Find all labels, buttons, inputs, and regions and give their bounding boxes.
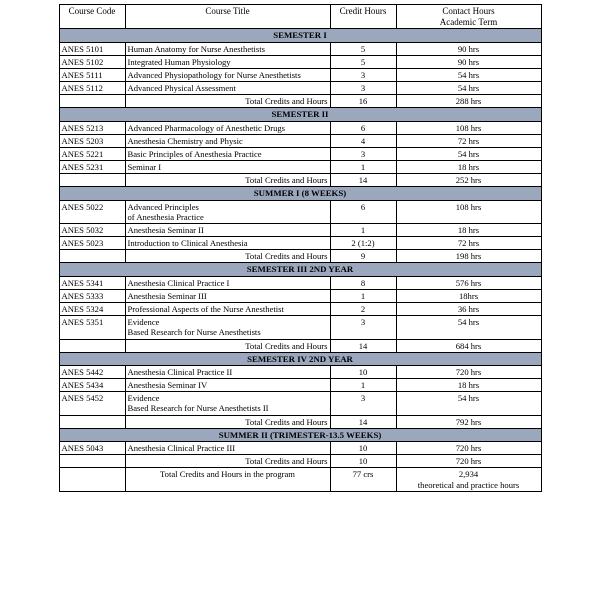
cell-contact-hours: 72 hrs: [396, 134, 541, 147]
cell-contact-hours: 90 hrs: [396, 42, 541, 55]
table-row: [59, 55, 541, 68]
cell-contact-hours: 90 hrs: [396, 55, 541, 68]
cell-credit-hours: 1: [330, 289, 396, 302]
section-header-row: [59, 187, 541, 200]
cell-course-code: ANES 5043: [59, 442, 125, 455]
section-totals-row: [59, 415, 541, 428]
section-totals-row: [59, 339, 541, 352]
cell-course-title: Anesthesia Clinical Practice II: [125, 366, 330, 379]
table-row: [59, 289, 541, 302]
cell-course-title: Anesthesia Clinical Practice III: [125, 442, 330, 455]
section-totals-row: [59, 250, 541, 263]
totals-contact-hours: 288 hrs: [396, 95, 541, 108]
totals-credit-hours: 9: [330, 250, 396, 263]
cell-blank: [59, 339, 125, 352]
table-row: [59, 42, 541, 55]
table-row: [59, 68, 541, 81]
table-row: [59, 82, 541, 95]
cell-contact-hours: 108 hrs: [396, 121, 541, 134]
totals-contact-hours: 792 hrs: [396, 415, 541, 428]
cell-course-title: Evidence Based Research for Nurse Anesthetists: [125, 316, 330, 339]
table-row: [59, 392, 541, 415]
cell-course-title: Anesthesia Clinical Practice I: [125, 276, 330, 289]
table-row: [59, 366, 541, 379]
cell-credit-hours: 5: [330, 42, 396, 55]
section-title: SEMESTER I: [59, 29, 541, 42]
grand-total-credits: 77 crs: [330, 468, 396, 491]
cell-course-title: Professional Aspects of the Nurse Anesthetist: [125, 303, 330, 316]
table-row: [59, 379, 541, 392]
cell-contact-hours: 18hrs: [396, 289, 541, 302]
cell-course-title: Advanced Principles of Anesthesia Practice: [125, 200, 330, 223]
cell-course-code: ANES 5032: [59, 224, 125, 237]
table-row: [59, 224, 541, 237]
cell-contact-hours: 54 hrs: [396, 147, 541, 160]
section-title: SEMESTER IV 2ND YEAR: [59, 352, 541, 365]
section-header-row: [59, 108, 541, 121]
cell-credit-hours: 3: [330, 147, 396, 160]
grand-total-contact: [396, 468, 541, 491]
grand-total-contact-caption: theoretical and practice hours: [417, 479, 520, 490]
cell-course-title: Advanced Pharmacology of Anesthetic Drugs: [125, 121, 330, 134]
cell-course-code: ANES 5101: [59, 42, 125, 55]
table-row: [59, 147, 541, 160]
totals-credit-hours: 16: [330, 95, 396, 108]
cell-credit-hours: 4: [330, 134, 396, 147]
section-title: SUMMER II (TRIMESTER-13.5 WEEKS): [59, 428, 541, 441]
cell-credit-hours: 6: [330, 121, 396, 134]
cell-course-title: Human Anatomy for Nurse Anesthetists: [125, 42, 330, 55]
table-row: [59, 237, 541, 250]
cell-contact-hours: 18 hrs: [396, 379, 541, 392]
header-course-title: Course Title: [125, 5, 330, 29]
cell-contact-hours: 108 hrs: [396, 200, 541, 223]
table-row: [59, 200, 541, 223]
cell-contact-hours: 54 hrs: [396, 68, 541, 81]
cell-course-title: Advanced Physiopathology for Nurse Anesthetists: [125, 68, 330, 81]
cell-contact-hours: 576 hrs: [396, 276, 541, 289]
cell-course-code: ANES 5324: [59, 303, 125, 316]
cell-course-code: ANES 5102: [59, 55, 125, 68]
cell-course-title: Anesthesia Chemistry and Physic: [125, 134, 330, 147]
cell-credit-hours: 2: [330, 303, 396, 316]
section-title: SUMMER I (8 WEEKS): [59, 187, 541, 200]
table-row: [59, 303, 541, 316]
cell-credit-hours: 3: [330, 392, 396, 415]
cell-credit-hours: 10: [330, 366, 396, 379]
table-body: [59, 29, 541, 491]
table-row: [59, 316, 541, 339]
cell-contact-hours: 18 hrs: [396, 224, 541, 237]
totals-credit-hours: 14: [330, 339, 396, 352]
cell-course-code: ANES 5341: [59, 276, 125, 289]
cell-contact-hours: 36 hrs: [396, 303, 541, 316]
section-totals-row: [59, 455, 541, 468]
section-title: SEMESTER II: [59, 108, 541, 121]
table-row: [59, 442, 541, 455]
totals-contact-hours: 684 hrs: [396, 339, 541, 352]
section-header-row: [59, 263, 541, 276]
cell-course-title: Seminar I: [125, 161, 330, 174]
cell-credit-hours: 1: [330, 161, 396, 174]
section-header-row: [59, 29, 541, 42]
curriculum-table: [59, 4, 542, 492]
cell-course-title: Anesthesia Seminar IV: [125, 379, 330, 392]
cell-course-title: Integrated Human Physiology: [125, 55, 330, 68]
cell-course-title: Anesthesia Seminar II: [125, 224, 330, 237]
cell-course-title: Anesthesia Seminar III: [125, 289, 330, 302]
cell-contact-hours: 720 hrs: [396, 366, 541, 379]
grand-total-row: [59, 468, 541, 491]
cell-contact-hours: 720 hrs: [396, 442, 541, 455]
cell-credit-hours: 1: [330, 224, 396, 237]
totals-label: Total Credits and Hours: [125, 415, 330, 428]
totals-contact-hours: 720 hrs: [396, 455, 541, 468]
table-row: [59, 161, 541, 174]
totals-credit-hours: 14: [330, 174, 396, 187]
cell-credit-hours: 2 (1:2): [330, 237, 396, 250]
section-totals-row: [59, 95, 541, 108]
cell-blank: [59, 250, 125, 263]
cell-course-code: ANES 5442: [59, 366, 125, 379]
cell-course-title: Evidence Based Research for Nurse Anesthetists II: [125, 392, 330, 415]
cell-course-code: ANES 5023: [59, 237, 125, 250]
cell-credit-hours: 1: [330, 379, 396, 392]
cell-blank: [59, 174, 125, 187]
cell-contact-hours: 18 hrs: [396, 161, 541, 174]
cell-contact-hours: 54 hrs: [396, 392, 541, 415]
cell-credit-hours: 3: [330, 68, 396, 81]
cell-blank: [59, 468, 125, 491]
cell-course-code: ANES 5231: [59, 161, 125, 174]
header-contact-hours-line1: Contact Hours: [442, 6, 495, 16]
section-header-row: [59, 352, 541, 365]
table-row: [59, 276, 541, 289]
totals-label: Total Credits and Hours: [125, 250, 330, 263]
cell-credit-hours: 5: [330, 55, 396, 68]
cell-course-code: ANES 5221: [59, 147, 125, 160]
header-course-code: Course Code: [59, 5, 125, 29]
cell-course-code: ANES 5213: [59, 121, 125, 134]
totals-label: Total Credits and Hours: [125, 455, 330, 468]
totals-credit-hours: 10: [330, 455, 396, 468]
totals-credit-hours: 14: [330, 415, 396, 428]
cell-contact-hours: 72 hrs: [396, 237, 541, 250]
cell-blank: [59, 95, 125, 108]
cell-blank: [59, 415, 125, 428]
cell-contact-hours: 54 hrs: [396, 82, 541, 95]
grand-total-contact-value: 2,934: [458, 469, 479, 480]
cell-credit-hours: 10: [330, 442, 396, 455]
cell-course-code: ANES 5333: [59, 289, 125, 302]
section-header-row: [59, 428, 541, 441]
totals-label: Total Credits and Hours: [125, 174, 330, 187]
table-header: [59, 5, 541, 29]
cell-course-code: ANES 5112: [59, 82, 125, 95]
totals-contact-hours: 198 hrs: [396, 250, 541, 263]
cell-course-code: ANES 5022: [59, 200, 125, 223]
cell-course-code: ANES 5452: [59, 392, 125, 415]
cell-credit-hours: 3: [330, 316, 396, 339]
cell-contact-hours: 54 hrs: [396, 316, 541, 339]
totals-contact-hours: 252 hrs: [396, 174, 541, 187]
header-credit-hours: Credit Hours: [330, 5, 396, 29]
cell-course-code: ANES 5111: [59, 68, 125, 81]
document-page: [0, 4, 600, 600]
cell-course-title: Basic Principles of Anesthesia Practice: [125, 147, 330, 160]
section-title: SEMESTER III 2ND YEAR: [59, 263, 541, 276]
header-contact-hours-line2: Academic Term: [439, 16, 498, 27]
totals-label: Total Credits and Hours: [125, 339, 330, 352]
totals-label: Total Credits and Hours: [125, 95, 330, 108]
table-row: [59, 134, 541, 147]
cell-course-title: Introduction to Clinical Anesthesia: [125, 237, 330, 250]
cell-course-code: ANES 5434: [59, 379, 125, 392]
grand-total-label: Total Credits and Hours in the program: [125, 468, 330, 491]
cell-credit-hours: 8: [330, 276, 396, 289]
cell-credit-hours: 6: [330, 200, 396, 223]
cell-blank: [59, 455, 125, 468]
table-row: [59, 121, 541, 134]
cell-course-code: ANES 5351: [59, 316, 125, 339]
header-contact-hours: [396, 5, 541, 29]
cell-course-code: ANES 5203: [59, 134, 125, 147]
cell-course-title: Advanced Physical Assessment: [125, 82, 330, 95]
cell-credit-hours: 3: [330, 82, 396, 95]
section-totals-row: [59, 174, 541, 187]
header-row: [59, 5, 541, 29]
